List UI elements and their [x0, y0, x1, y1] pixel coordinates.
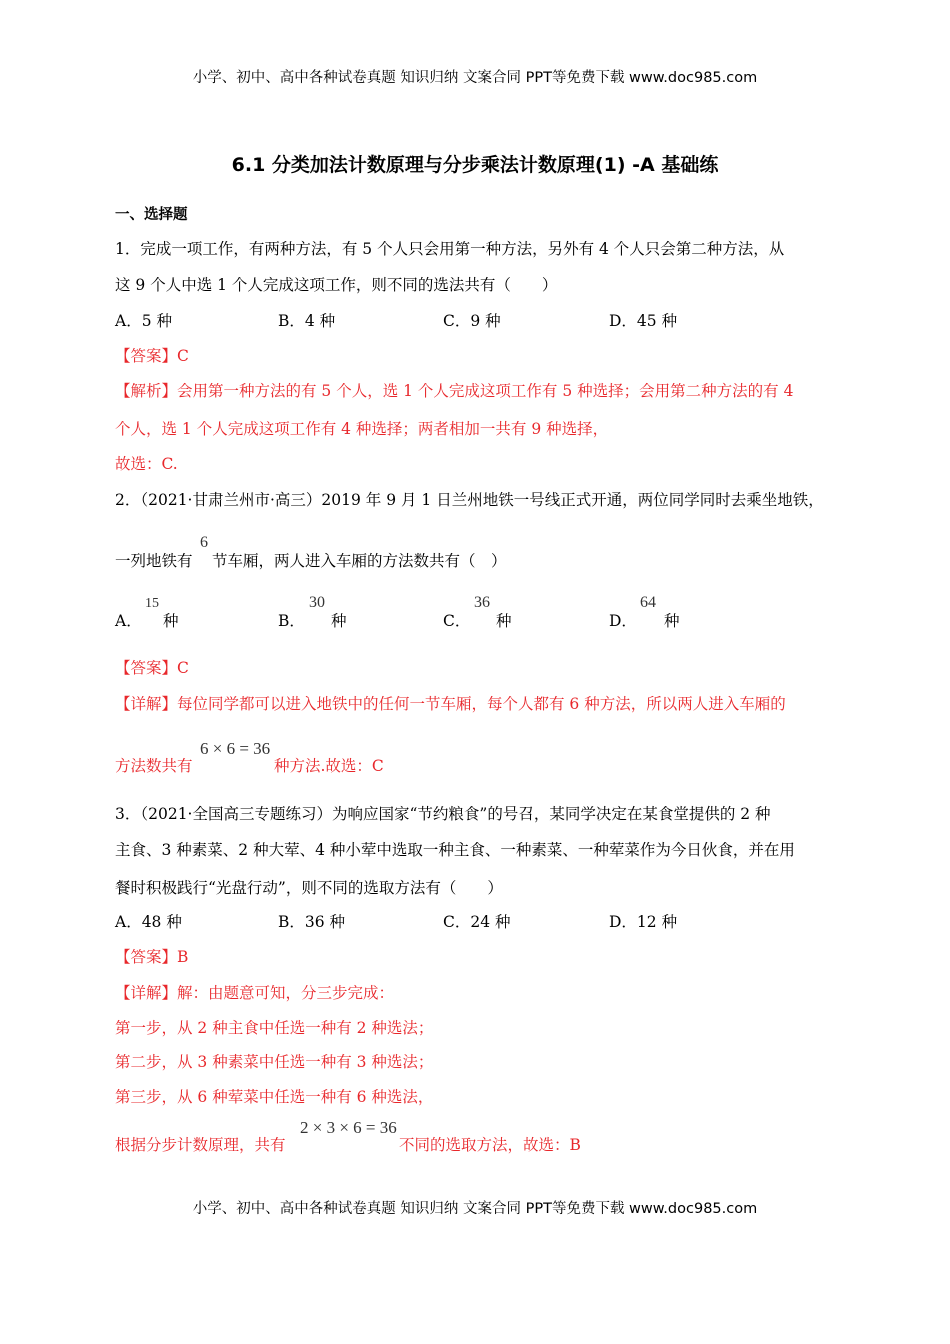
q1-answer: 【答案】C [115, 347, 189, 365]
q2-line-1: 2．（2021·甘肃兰州市·高三）2019 年 9 月 1 日兰州地铁一号线正式开通，两位同学同时去乘坐地铁， [115, 491, 824, 509]
q3-conclusion-formula: 2 × 3 × 6 = 36 [300, 1118, 397, 1137]
q3-step-1: 第一步，从 2 种主食中任选一种有 2 种选法； [115, 1019, 434, 1037]
q2-option-b-value: 30 [309, 594, 325, 611]
q2-option-a-unit: 种 [163, 612, 179, 630]
q1-option-c: C．9 种 [443, 312, 501, 330]
q1-line-1: 1．完成一项工作，有两种方法，有 5 个人只会用第一种方法，另外有 4 个人只会第二种方法，从 [115, 240, 785, 258]
q3-conclusion-start: 根据分步计数原理，共有 [115, 1136, 286, 1154]
q3-step-3: 第三步，从 6 种荤菜中任选一种有 6 种选法， [115, 1088, 434, 1106]
q2-option-a-value: 15 [145, 596, 159, 611]
q2-detail-line-1: 【详解】每位同学都可以进入地铁中的任何一节车厢，每个人都有 6 种方法，所以两人进入车厢的 [115, 695, 786, 713]
q2-line-2-end: 节车厢，两人进入车厢的方法数共有（ ） [212, 552, 507, 570]
q2-option-d-value: 64 [640, 594, 656, 611]
q3-detail-line-1: 【详解】解：由题意可知，分三步完成： [115, 984, 395, 1002]
q3-option-c: C．24 种 [443, 913, 511, 931]
q3-line-1: 3．（2021·全国高三专题练习）为响应国家“节约粮食”的号召，某同学决定在某食堂提供的 2 种 [115, 805, 771, 823]
q1-option-b: B．4 种 [278, 312, 336, 330]
q2-option-a-label: A． [115, 612, 142, 630]
q1-option-d: D．45 种 [609, 312, 678, 330]
q2-carriage-count: 6 [200, 534, 208, 551]
q3-answer: 【答案】B [115, 948, 189, 966]
section-heading: 一、选择题 [115, 207, 188, 223]
q1-analysis-line-3: 故选：C. [115, 455, 178, 473]
q1-option-a: A．5 种 [115, 312, 172, 330]
page-header: 小学、初中、高中各种试卷真题 知识归纳 文案合同 PPT等免费下载 www.doc985.com [192, 70, 758, 86]
q1-line-2: 这 9 个人中选 1 个人完成这项工作，则不同的选法共有（ ） [115, 276, 558, 294]
q2-option-b-label: B． [278, 612, 305, 630]
q3-line-2: 主食、3 种素菜、2 种大荤、4 种小荤中选取一种主食、一种素菜、一种荤菜作为今日伙食，并在用 [115, 841, 795, 859]
q3-option-b: B．36 种 [278, 913, 346, 931]
q3-conclusion-end: 不同的选取方法，故选：B [399, 1136, 581, 1154]
q2-detail-formula: 6 × 6 = 36 [200, 739, 271, 758]
q3-line-3: 餐时积极践行“光盘行动”，则不同的选取方法有（ ） [115, 879, 503, 897]
q3-step-2: 第二步，从 3 种素菜中任选一种有 3 种选法； [115, 1053, 434, 1071]
q1-analysis-line-1: 【解析】会用第一种方法的有 5 个人，选 1 个人完成这项工作有 5 种选择；会用第二种方法的有 4 [115, 382, 794, 400]
q2-answer: 【答案】C [115, 659, 189, 677]
q3-option-d: D．12 种 [609, 913, 678, 931]
q2-option-b-unit: 种 [331, 612, 347, 630]
q2-line-2-start: 一列地铁有 [115, 552, 193, 570]
page-footer: 小学、初中、高中各种试卷真题 知识归纳 文案合同 PPT等免费下载 www.doc985.com [192, 1201, 758, 1217]
q2-detail-line-2-start: 方法数共有 [115, 757, 193, 775]
q2-option-d-unit: 种 [664, 612, 680, 630]
q2-option-c-value: 36 [474, 594, 490, 611]
q2-option-c-unit: 种 [496, 612, 512, 630]
q2-detail-line-2-end: 种方法.故选：C [274, 757, 384, 775]
document-title: 6.1 分类加法计数原理与分步乘法计数原理(1) -A 基础练 [231, 154, 719, 176]
q2-option-c-label: C． [443, 612, 471, 630]
q1-analysis-line-2: 个人，选 1 个人完成这项工作有 4 种选择；两者相加一共有 9 种选择， [115, 420, 609, 438]
q3-option-a: A．48 种 [115, 913, 182, 931]
q2-option-d-label: D． [609, 612, 637, 630]
